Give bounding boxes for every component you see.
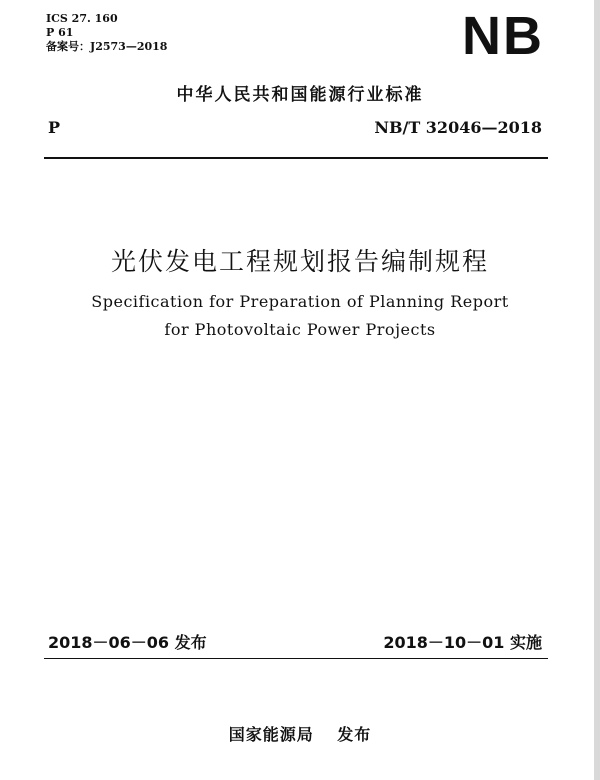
issuing-authority: 国家能源局 发布	[228, 725, 372, 744]
issue-date: 2018－06－06 发布	[48, 633, 207, 652]
title-chinese: 光伏发电工程规划报告编制规程	[110, 247, 489, 276]
nb-logo: NB	[462, 6, 544, 66]
top-divider	[44, 157, 548, 159]
filing-number: 备案号：J2573—2018	[46, 40, 168, 53]
category-code: P	[48, 118, 61, 137]
p-class-code: P 61	[46, 26, 74, 39]
standard-number: NB/T 32046—2018	[374, 118, 542, 137]
bottom-divider	[44, 658, 548, 659]
implementation-date: 2018－10－01 实施	[383, 633, 542, 652]
ics-code: ICS 27. 160	[46, 12, 118, 25]
title-english-line2: for Photovoltaic Power Projects	[164, 320, 436, 339]
title-english-line1: Specification for Preparation of Planning Report	[91, 292, 509, 311]
classification-block	[46, 12, 167, 54]
page-edge-shadow	[594, 0, 600, 780]
industry-standard-heading: 中华人民共和国能源行业标准	[176, 85, 424, 105]
